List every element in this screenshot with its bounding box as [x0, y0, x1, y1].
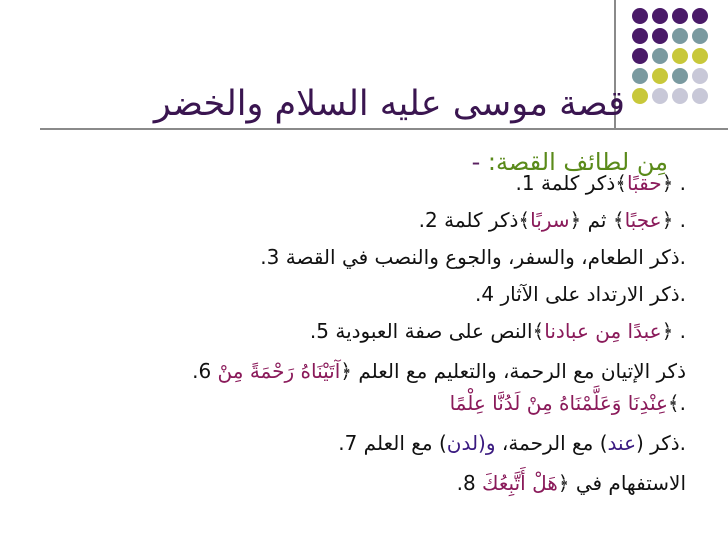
item-text: ذكر (	[636, 431, 680, 455]
bracket: ﴿	[661, 208, 674, 232]
dot	[692, 88, 708, 104]
item-period: .	[679, 245, 686, 269]
decorative-dot-grid	[630, 8, 726, 118]
dot	[692, 28, 708, 44]
dot	[692, 48, 708, 64]
item-number: 6.	[192, 359, 212, 383]
bracket: ﴿	[661, 319, 674, 343]
list-item	[475, 279, 686, 309]
item-text: ذكر الإتيان مع الرحمة، والتعليم مع العلم ﴿	[340, 359, 686, 383]
dot	[672, 28, 688, 44]
item-number: 3.	[260, 245, 280, 269]
highlight-word: عبدًا مِن عبادنا	[544, 319, 662, 343]
subtitle-colon: :	[487, 148, 496, 176]
dot	[652, 48, 668, 64]
item-period: .	[679, 171, 686, 195]
dot	[652, 8, 668, 24]
list-item	[419, 205, 686, 235]
bracket: ﴿	[661, 171, 674, 195]
dot	[672, 88, 688, 104]
subtitle-text: مِن لطائف القصة	[495, 148, 668, 176]
highlight-word: آتَيْنَاهُ رَحْمَةً مِنْ	[217, 359, 341, 383]
item-period: .	[679, 391, 686, 415]
highlight-word: عِنْدِنَا وَعَلَّمْنَاهُ مِنْ لَدُنَّا عِلْمًا	[449, 391, 668, 415]
item-period: .	[679, 431, 686, 455]
list-item	[310, 316, 686, 346]
item-text: ﴾النص على صفة العبودية	[329, 319, 545, 343]
list-item	[457, 468, 686, 498]
item-text: ﴾ ثم ﴿	[569, 208, 625, 232]
list-item	[516, 168, 686, 198]
highlight-word: هَلْ أَتَّبِعُكَ	[482, 471, 558, 495]
list-item-continuation	[450, 388, 686, 418]
dot	[632, 8, 648, 24]
item-number: 1.	[515, 171, 535, 195]
item-period: .	[679, 208, 686, 232]
horizontal-divider	[40, 128, 728, 130]
list-item	[338, 428, 686, 458]
list-item	[192, 356, 686, 386]
dot	[632, 68, 648, 84]
highlight-word: سربًا	[530, 208, 570, 232]
item-period: .	[679, 319, 686, 343]
dot	[672, 8, 688, 24]
bullet-dash: -	[471, 148, 481, 176]
item-number: 5.	[309, 319, 329, 343]
dot	[692, 68, 708, 84]
item-number: 8.	[456, 471, 476, 495]
item-number: 7.	[338, 431, 358, 455]
dot	[672, 68, 688, 84]
highlight-word: عند	[607, 431, 637, 455]
item-text: ) مع الرحمة،	[495, 431, 608, 455]
dot	[692, 8, 708, 24]
item-text: الاستفهام في ﴿	[557, 471, 686, 495]
dot	[632, 88, 648, 104]
item-number: 2.	[418, 208, 438, 232]
dot	[652, 28, 668, 44]
item-number: 4.	[474, 282, 495, 306]
list-item	[260, 242, 686, 272]
dot	[652, 68, 668, 84]
dot	[632, 48, 648, 64]
item-text: ذكر الطعام، والسفر، والجوع والنصب في القصة	[285, 245, 680, 269]
item-period: .	[679, 282, 686, 306]
highlight-word: عجبًا	[624, 208, 662, 232]
item-text: ذكر الارتداد على الآثار	[500, 282, 680, 306]
item-text: ) مع العلم	[363, 431, 447, 455]
item-text: ﴾ذكر كلمة	[534, 171, 627, 195]
highlight-word: حقبًا	[626, 171, 662, 195]
dot	[672, 48, 688, 64]
item-text: ﴾ذكر كلمة	[437, 208, 531, 232]
bracket: ﴾	[667, 391, 680, 415]
dot	[632, 28, 648, 44]
highlight-word: و(لدن	[446, 431, 496, 455]
slide-title: قصة موسى عليه السلام والخضر	[153, 84, 625, 124]
dot	[652, 88, 668, 104]
